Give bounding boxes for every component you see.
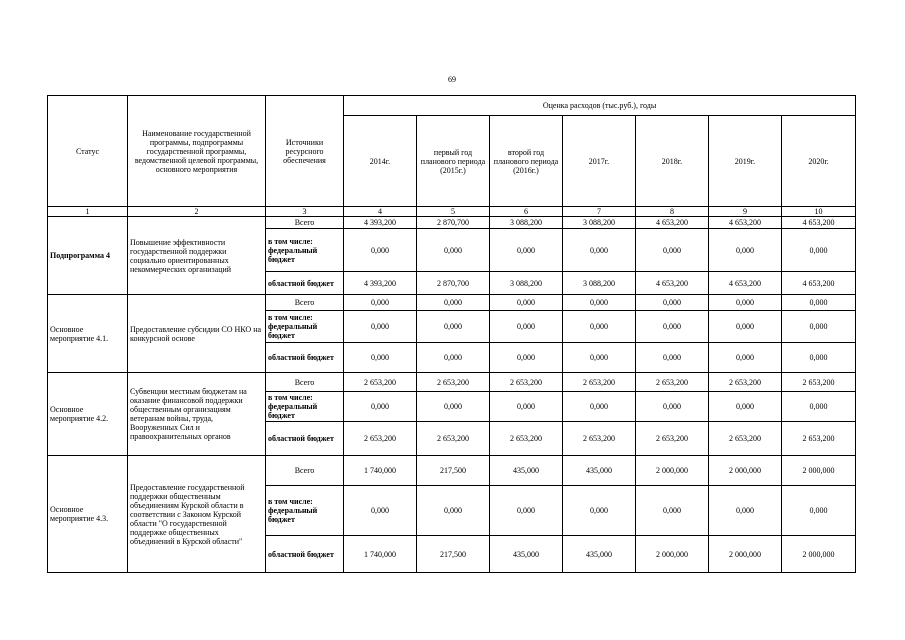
value-cell: 2 000,000 xyxy=(782,536,856,573)
row-status: Основное мероприятие 4.3. xyxy=(48,456,128,573)
value-cell: 0,000 xyxy=(782,486,856,536)
value-cell: 4 393,200 xyxy=(344,217,417,229)
row-status: Основное мероприятие 4.1. xyxy=(48,295,128,373)
table-row xyxy=(48,217,856,229)
source-cell: в том числе: федеральный бюджет xyxy=(266,392,344,422)
value-cell: 0,000 xyxy=(490,343,563,373)
value-cell: 435,000 xyxy=(563,536,636,573)
value-cell: 435,000 xyxy=(490,456,563,486)
value-cell: 2 653,200 xyxy=(563,373,636,392)
value-cell: 0,000 xyxy=(709,343,782,373)
value-cell: 0,000 xyxy=(782,295,856,311)
row-name: Субвенции местным бюджетам на оказание финансовой поддержки общественным организациям ветеранам войны, труда, Вооруженных Сил и правоохранительных органов xyxy=(128,373,266,456)
value-cell: 2 653,200 xyxy=(636,422,709,456)
value-cell: 2 653,200 xyxy=(636,373,709,392)
page-number: 69 xyxy=(448,75,456,84)
header-sources: Источники ресурсного обеспечения xyxy=(266,96,344,207)
value-cell: 1 740,000 xyxy=(344,536,417,573)
header-estimate: Оценка расходов (тыс.руб.), годы xyxy=(344,96,856,116)
value-cell: 0,000 xyxy=(709,392,782,422)
header-year: второй год планового периода (2016г.) xyxy=(490,116,563,207)
value-cell: 4 653,200 xyxy=(636,217,709,229)
row-status: Подпрограмма 4 xyxy=(48,217,128,295)
value-cell: 0,000 xyxy=(563,486,636,536)
value-cell: 0,000 xyxy=(417,343,490,373)
column-index: 3 xyxy=(266,207,344,217)
header-year: 2019г. xyxy=(709,116,782,207)
value-cell: 2 000,000 xyxy=(709,536,782,573)
value-cell: 0,000 xyxy=(417,311,490,343)
value-cell: 2 870,700 xyxy=(417,217,490,229)
source-cell: областной бюджет xyxy=(266,343,344,373)
value-cell: 2 000,000 xyxy=(636,536,709,573)
value-cell: 2 653,200 xyxy=(490,422,563,456)
value-cell: 0,000 xyxy=(417,229,490,272)
value-cell: 0,000 xyxy=(636,486,709,536)
value-cell: 0,000 xyxy=(490,392,563,422)
value-cell: 0,000 xyxy=(344,343,417,373)
row-name: Предоставление субсидии СО НКО на конкурсной основе xyxy=(128,295,266,373)
value-cell: 0,000 xyxy=(563,392,636,422)
value-cell: 0,000 xyxy=(344,295,417,311)
header-year: 2017г. xyxy=(563,116,636,207)
row-status: Основное мероприятие 4.2. xyxy=(48,373,128,456)
source-cell: областной бюджет xyxy=(266,422,344,456)
table-row xyxy=(48,456,856,486)
value-cell: 0,000 xyxy=(782,343,856,373)
value-cell: 0,000 xyxy=(490,311,563,343)
value-cell: 0,000 xyxy=(636,311,709,343)
value-cell: 2 653,200 xyxy=(490,373,563,392)
value-cell: 217,500 xyxy=(417,456,490,486)
column-index-row xyxy=(48,207,856,217)
header-status: Статус xyxy=(48,96,128,207)
row-name: Предоставление государственной поддержки общественным объединениям Курской области в соответствии с Законом Курской области "О государственной поддержке общественных объединений в Курской области" xyxy=(128,456,266,573)
source-cell: Всего xyxy=(266,295,344,311)
value-cell: 0,000 xyxy=(490,229,563,272)
source-cell: Всего xyxy=(266,456,344,486)
header-year: первый год планового периода (2015г.) xyxy=(417,116,490,207)
source-cell: Всего xyxy=(266,373,344,392)
value-cell: 0,000 xyxy=(636,295,709,311)
value-cell: 0,000 xyxy=(563,295,636,311)
source-cell: областной бюджет xyxy=(266,272,344,295)
value-cell: 2 653,200 xyxy=(709,422,782,456)
value-cell: 2 000,000 xyxy=(782,456,856,486)
value-cell: 0,000 xyxy=(563,343,636,373)
value-cell: 0,000 xyxy=(563,311,636,343)
value-cell: 4 653,200 xyxy=(709,272,782,295)
value-cell: 2 653,200 xyxy=(709,373,782,392)
value-cell: 0,000 xyxy=(782,311,856,343)
value-cell: 2 653,200 xyxy=(417,373,490,392)
expenditure-table xyxy=(47,95,856,573)
value-cell: 2 653,200 xyxy=(782,373,856,392)
value-cell: 0,000 xyxy=(417,486,490,536)
value-cell: 0,000 xyxy=(563,229,636,272)
value-cell: 2 000,000 xyxy=(709,456,782,486)
row-name: Повышение эффективности государственной поддержки социально ориентированных некоммерческих организаций xyxy=(128,217,266,295)
header-year: 2018г. xyxy=(636,116,709,207)
value-cell: 0,000 xyxy=(417,392,490,422)
value-cell: 0,000 xyxy=(344,229,417,272)
value-cell: 2 653,200 xyxy=(344,422,417,456)
value-cell: 3 088,200 xyxy=(490,272,563,295)
value-cell: 0,000 xyxy=(636,229,709,272)
column-index: 9 xyxy=(709,207,782,217)
value-cell: 3 088,200 xyxy=(563,272,636,295)
value-cell: 2 653,200 xyxy=(563,422,636,456)
column-index: 6 xyxy=(490,207,563,217)
source-cell: Всего xyxy=(266,217,344,229)
value-cell: 0,000 xyxy=(782,229,856,272)
value-cell: 0,000 xyxy=(782,392,856,422)
value-cell: 4 653,200 xyxy=(782,217,856,229)
column-index: 1 xyxy=(48,207,128,217)
value-cell: 3 088,200 xyxy=(490,217,563,229)
value-cell: 0,000 xyxy=(490,486,563,536)
table-row xyxy=(48,295,856,311)
value-cell: 0,000 xyxy=(636,343,709,373)
value-cell: 2 653,200 xyxy=(417,422,490,456)
value-cell: 1 740,000 xyxy=(344,456,417,486)
column-index: 7 xyxy=(563,207,636,217)
source-cell: в том числе: федеральный бюджет xyxy=(266,229,344,272)
source-cell: в том числе: федеральный бюджет xyxy=(266,486,344,536)
column-index: 2 xyxy=(128,207,266,217)
value-cell: 4 393,200 xyxy=(344,272,417,295)
value-cell: 3 088,200 xyxy=(563,217,636,229)
value-cell: 4 653,200 xyxy=(782,272,856,295)
value-cell: 4 653,200 xyxy=(636,272,709,295)
value-cell: 435,000 xyxy=(563,456,636,486)
value-cell: 0,000 xyxy=(417,295,490,311)
source-cell: областной бюджет xyxy=(266,536,344,573)
value-cell: 0,000 xyxy=(344,392,417,422)
header-year: 2020г. xyxy=(782,116,856,207)
value-cell: 0,000 xyxy=(709,295,782,311)
value-cell: 0,000 xyxy=(344,311,417,343)
value-cell: 0,000 xyxy=(490,295,563,311)
source-cell: в том числе: федеральный бюджет xyxy=(266,311,344,343)
value-cell: 2 000,000 xyxy=(636,456,709,486)
column-index: 4 xyxy=(344,207,417,217)
column-index: 5 xyxy=(417,207,490,217)
column-index: 8 xyxy=(636,207,709,217)
value-cell: 217,500 xyxy=(417,536,490,573)
value-cell: 2 653,200 xyxy=(344,373,417,392)
value-cell: 0,000 xyxy=(636,392,709,422)
table-row xyxy=(48,373,856,392)
value-cell: 2 653,200 xyxy=(782,422,856,456)
value-cell: 0,000 xyxy=(344,486,417,536)
value-cell: 4 653,200 xyxy=(709,217,782,229)
header-year: 2014г. xyxy=(344,116,417,207)
value-cell: 0,000 xyxy=(709,486,782,536)
value-cell: 2 870,700 xyxy=(417,272,490,295)
value-cell: 435,000 xyxy=(490,536,563,573)
value-cell: 0,000 xyxy=(709,311,782,343)
column-index: 10 xyxy=(782,207,856,217)
header-name: Наименование государственной программы, подпрограммы государственной программы, ведомственной целевой программы, основного мероприятия xyxy=(128,96,266,207)
value-cell: 0,000 xyxy=(709,229,782,272)
